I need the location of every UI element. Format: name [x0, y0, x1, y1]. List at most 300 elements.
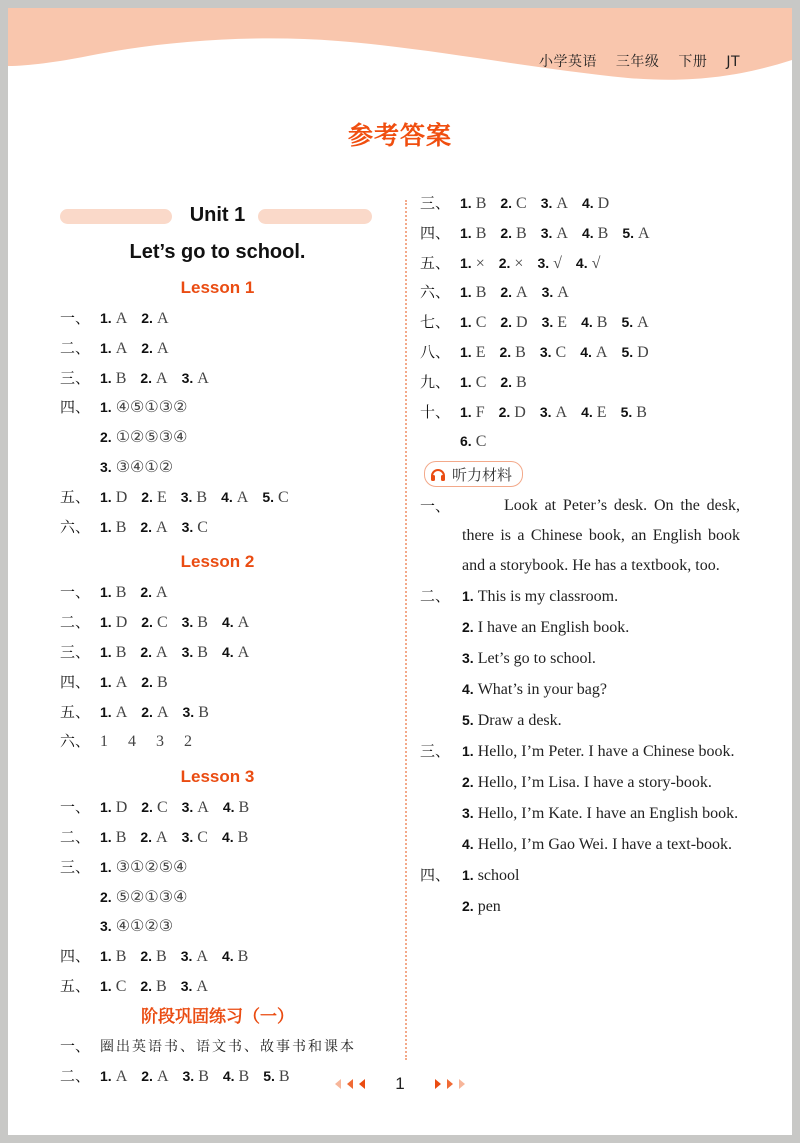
item-answer: C: [516, 195, 527, 212]
item-number: 3.: [180, 488, 193, 505]
listening-line: [420, 643, 740, 674]
answer-row: [60, 972, 375, 1002]
answer-item: [500, 189, 526, 219]
sentence-text: I have an English book.: [477, 619, 630, 637]
item-answer: A: [156, 643, 168, 661]
answer-item: [100, 912, 173, 942]
item-number: 3.: [462, 650, 474, 667]
item-answer: B: [198, 1067, 209, 1085]
item-answer: C: [156, 799, 168, 817]
answer-item: [140, 578, 167, 608]
item-answer: D: [514, 403, 526, 421]
answer-item: [460, 189, 486, 219]
item-answer: A: [237, 643, 250, 661]
listening-line: [420, 705, 740, 736]
answer-item: [184, 727, 192, 757]
item-number: 2.: [500, 224, 513, 241]
unit-title: Unit 1: [189, 204, 246, 226]
item-number: 3.: [539, 343, 552, 360]
answer-item: [500, 278, 527, 308]
answer-item: [141, 698, 168, 728]
listening-sentence: [462, 891, 740, 922]
item-number: 1.: [100, 339, 112, 356]
answer-item: [182, 793, 209, 823]
item-answer: 3: [156, 733, 164, 751]
item-answer: A: [156, 828, 168, 846]
answer-item: [140, 972, 166, 1002]
answer-row: [420, 368, 740, 398]
item-number: 6.: [460, 433, 472, 450]
question-number: 一、: [60, 583, 91, 602]
left-column: [60, 196, 375, 1091]
item-number: 2.: [140, 584, 153, 601]
item-answer: 1: [100, 733, 108, 751]
answer-item: [182, 638, 208, 668]
answer-item: [542, 308, 567, 338]
listening-sentence: [462, 829, 740, 860]
item-number: 1.: [460, 254, 472, 271]
item-number: 4.: [221, 614, 234, 631]
listening-line: [420, 798, 740, 829]
book-info: [539, 51, 740, 71]
item-answer: A: [555, 403, 568, 421]
item-answer: B: [597, 224, 609, 242]
answer-text: 圈出英语书、语文书、故事书和课本: [100, 1038, 356, 1055]
item-number: 2.: [140, 828, 153, 845]
item-answer: 2: [184, 733, 192, 751]
answer-row: [60, 727, 375, 757]
answer-item: [460, 219, 486, 249]
item-answer: A: [516, 284, 528, 302]
item-answer: B: [115, 369, 127, 387]
listening-sentence: [462, 612, 740, 643]
item-number: 5.: [263, 1067, 275, 1084]
review-title: 阶段巩固练习（一）: [141, 1006, 294, 1027]
item-number: 2.: [141, 339, 153, 356]
answer-item: [182, 513, 208, 543]
answer-row: [420, 189, 740, 219]
answer-item: [621, 308, 648, 338]
answer-item: [222, 638, 249, 668]
item-answer: D: [516, 314, 528, 332]
item-answer: F: [475, 403, 485, 421]
item-number: 1.: [460, 314, 472, 331]
item-answer: A: [156, 584, 168, 602]
lesson-answers: [60, 578, 375, 757]
question-number: 十、: [420, 402, 451, 421]
item-answer: D: [637, 343, 649, 361]
item-number: 1.: [462, 743, 474, 760]
answer-row: [420, 427, 740, 457]
answer-item: [182, 608, 208, 638]
listening-sentence: [462, 798, 740, 829]
answer-row: [420, 249, 740, 279]
answer-item: [582, 189, 609, 219]
item-number: 2.: [140, 977, 153, 994]
sentence-text: Let’s go to school.: [477, 650, 596, 668]
answer-item: [100, 853, 187, 883]
triple-right-arrow-icon: [431, 1078, 467, 1090]
answer-item: [100, 972, 126, 1002]
headphones-icon: [430, 466, 446, 482]
item-number: 1.: [100, 1067, 112, 1084]
item-number: 2.: [141, 488, 153, 505]
answer-row: [60, 823, 375, 853]
item-number: 2.: [500, 373, 513, 390]
item-answer: A: [557, 284, 569, 302]
answer-item: [500, 368, 526, 398]
item-answer: A: [236, 488, 249, 506]
item-number: 1.: [100, 310, 112, 326]
item-answer: B: [278, 1067, 290, 1085]
item-answer: A: [638, 224, 650, 242]
item-answer: B: [596, 314, 608, 332]
answer-item: [537, 249, 561, 279]
listening-sentence: [462, 643, 740, 674]
answer-item: [460, 338, 485, 368]
item-number: 3.: [180, 977, 193, 994]
answer-item: [100, 364, 126, 394]
answer-item: [140, 823, 167, 853]
answer-item: [141, 304, 168, 334]
item-number: 4.: [581, 195, 594, 211]
item-answer: A: [197, 799, 209, 817]
item-number: 2.: [141, 703, 153, 720]
answer-item: [182, 823, 208, 853]
item-answer: E: [557, 314, 568, 332]
item-answer: B: [237, 828, 249, 846]
item-number: 3.: [182, 703, 195, 720]
answer-row: [60, 853, 375, 883]
item-answer: A: [556, 195, 568, 212]
listening-label: 听力材料: [452, 465, 513, 484]
item-answer: D: [597, 195, 610, 212]
item-answer: A: [156, 703, 169, 721]
answer-row: [60, 668, 375, 698]
item-number: 3.: [541, 314, 554, 331]
item-number: 1.: [100, 673, 112, 690]
answer-item: [100, 823, 126, 853]
item-number: 2.: [140, 518, 153, 535]
question-number: 五、: [60, 976, 91, 995]
question-number: 一、: [60, 798, 91, 817]
answer-item: [460, 308, 486, 338]
sentence-text: Hello, I’m Kate. I have an English book.: [477, 805, 739, 823]
item-answer: B: [237, 948, 249, 966]
page-footer: [8, 1073, 792, 1094]
item-number: 1.: [460, 284, 472, 301]
question-number: 二、: [60, 827, 91, 846]
item-answer: B: [197, 643, 208, 661]
listening-line: [420, 767, 740, 798]
item-number: 4.: [581, 403, 593, 420]
item-number: 2.: [100, 429, 112, 446]
question-number: 三、: [60, 368, 91, 387]
listening-line: [420, 891, 740, 922]
item-number: 5.: [262, 488, 275, 505]
item-answer: A: [595, 343, 608, 361]
item-answer: B: [516, 224, 527, 242]
question-number: 七、: [420, 313, 451, 332]
item-number: 3.: [540, 224, 553, 241]
item-number: 5.: [621, 314, 634, 331]
listening-q1-text: Look at Peter’s desk. On the desk, there is a Chinese book, an English book and a storybook. He has a textbook, too.: [462, 497, 740, 575]
right-column: [420, 189, 740, 922]
unit-subtitle: Let’s go to school.: [129, 241, 306, 263]
question-number: 三、: [60, 857, 91, 876]
answer-item: [100, 942, 126, 972]
item-number: 2.: [141, 673, 153, 690]
item-answer: C: [156, 614, 168, 632]
volume-label: 下册: [678, 54, 708, 70]
item-answer: C: [115, 977, 127, 995]
listening-sentence: [462, 674, 740, 705]
sentence-text: Draw a desk.: [477, 712, 562, 730]
answer-item: [222, 608, 249, 638]
item-number: 3.: [537, 254, 550, 271]
answer-item: [100, 334, 127, 364]
listening-sentence: [462, 705, 740, 736]
triple-left-arrow-icon: [333, 1078, 369, 1090]
answer-row: [60, 1032, 375, 1062]
item-answer: E: [596, 403, 607, 421]
answer-item: [500, 308, 527, 338]
lesson-answers: [60, 793, 375, 1002]
answer-page: [8, 8, 792, 1135]
question-number: 九、: [420, 372, 451, 391]
item-answer: C: [475, 314, 487, 332]
answer-row: [60, 638, 375, 668]
edition-label: JT: [726, 54, 740, 70]
item-answer: ④⑤①③②: [115, 399, 188, 417]
question-number: 四、: [60, 947, 91, 966]
answer-row: [420, 398, 740, 428]
question-number: 四、: [60, 398, 91, 417]
answer-item: [141, 483, 166, 513]
answer-row: [60, 793, 375, 823]
answer-item: [100, 698, 127, 728]
question-number: 六、: [60, 732, 91, 751]
item-number: 1.: [100, 643, 112, 660]
item-number: 1.: [460, 373, 472, 390]
item-number: 3.: [181, 799, 194, 816]
answer-item: [128, 727, 136, 757]
item-answer: C: [555, 343, 567, 361]
grade-label: 三年级: [615, 54, 660, 70]
answer-item: [141, 334, 168, 364]
item-answer: B: [156, 977, 167, 995]
item-answer: A: [156, 518, 168, 536]
sentence-text: Hello, I’m Gao Wei. I have a text-book.: [477, 836, 733, 854]
item-answer: D: [115, 614, 128, 632]
item-number: 3.: [180, 948, 193, 965]
item-number: 4.: [581, 224, 594, 241]
item-answer: B: [238, 1067, 250, 1085]
item-answer: ③①②⑤④: [115, 858, 188, 876]
item-answer: C: [475, 433, 487, 451]
question-number: 二、: [60, 338, 91, 357]
item-number: 1.: [100, 828, 112, 845]
item-answer: C: [197, 518, 208, 536]
item-answer: E: [475, 343, 486, 361]
answer-item: [499, 249, 524, 279]
listening-lines: [420, 581, 740, 922]
item-number: 1.: [100, 858, 112, 875]
item-number: 3.: [541, 284, 554, 301]
answer-item: [140, 513, 167, 543]
listening-sentence: [462, 736, 740, 767]
subject-label: 小学英语: [538, 54, 597, 70]
item-answer: ×: [514, 254, 524, 272]
item-number: 3.: [540, 195, 553, 211]
item-number: 2.: [500, 284, 513, 301]
sentence-text: This is my classroom.: [477, 588, 619, 606]
item-number: 4.: [575, 254, 588, 271]
answer-item: [460, 368, 486, 398]
item-answer: √: [591, 254, 601, 272]
item-answer: B: [115, 948, 127, 966]
item-number: 4.: [222, 799, 235, 816]
item-answer: A: [196, 948, 208, 966]
item-answer: ①②⑤③④: [115, 429, 188, 447]
answer-item: [140, 942, 166, 972]
page-number: 1: [395, 1073, 405, 1093]
item-answer: B: [115, 584, 127, 602]
item-number: 2.: [462, 898, 474, 915]
item-answer: B: [516, 373, 527, 391]
answer-item: [100, 453, 173, 483]
answer-item: [499, 398, 526, 428]
question-number: 一、: [60, 309, 91, 327]
item-number: 3.: [539, 403, 552, 420]
item-number: 1.: [460, 195, 472, 211]
item-answer: B: [196, 488, 208, 506]
item-answer: A: [637, 314, 649, 332]
item-number: 3.: [181, 518, 194, 535]
item-answer: A: [115, 310, 128, 327]
answer-row: [60, 364, 375, 394]
item-answer: B: [475, 195, 487, 212]
answer-item: [100, 638, 126, 668]
item-number: 2.: [462, 619, 474, 636]
item-number: 2.: [499, 343, 512, 360]
listening-material-tag: [424, 461, 523, 487]
item-number: 4.: [221, 948, 234, 965]
answer-item: [141, 793, 167, 823]
answer-row: [60, 453, 375, 483]
question-number: 二、: [60, 1066, 91, 1085]
item-number: 2.: [500, 195, 513, 211]
answer-item: [140, 364, 167, 394]
answer-item: [580, 338, 607, 368]
item-number: 1.: [460, 343, 472, 360]
answer-item: [460, 278, 486, 308]
answer-item: [262, 483, 288, 513]
answer-row: [60, 608, 375, 638]
question-number: 六、: [60, 517, 91, 536]
item-answer: A: [196, 977, 208, 995]
answer-item: [182, 364, 209, 394]
item-number: 5.: [620, 403, 633, 420]
item-answer: ③④①②: [115, 458, 174, 476]
answer-item: [100, 393, 187, 423]
item-answer: A: [115, 339, 128, 357]
answer-item: [100, 423, 187, 453]
item-answer: B: [115, 518, 127, 536]
answer-item: [541, 189, 568, 219]
item-number: 5.: [621, 343, 634, 360]
item-answer: E: [156, 488, 167, 506]
answer-item: [100, 793, 127, 823]
item-number: 2.: [500, 314, 513, 331]
answer-item: [100, 513, 126, 543]
listening-sentence: [462, 860, 740, 891]
answer-item: [221, 483, 248, 513]
answer-item: [582, 219, 608, 249]
answer-item: [500, 219, 526, 249]
item-answer: 4: [128, 733, 136, 751]
lesson-title: Lesson 1: [180, 278, 255, 297]
unit-banner: [60, 196, 375, 236]
answer-item: [100, 608, 127, 638]
answer-row: [60, 423, 375, 453]
item-answer: D: [115, 799, 128, 817]
answer-row: [420, 338, 740, 368]
item-number: 2.: [140, 369, 153, 386]
question-number: 二、: [420, 587, 451, 606]
item-number: 1.: [100, 488, 112, 505]
answer-item: [576, 249, 600, 279]
item-number: 1.: [100, 399, 112, 416]
listening-sentence: [462, 767, 740, 798]
answer-item: [540, 338, 566, 368]
item-number: 3.: [181, 643, 194, 660]
answer-row: [420, 278, 740, 308]
item-answer: A: [115, 703, 128, 721]
answer-row: [60, 483, 375, 513]
answer-item: [222, 823, 248, 853]
item-answer: A: [115, 673, 128, 691]
answer-item: [460, 398, 485, 428]
item-number: 3.: [100, 918, 112, 935]
item-answer: C: [475, 373, 487, 391]
item-number: 2.: [100, 888, 112, 905]
item-answer: A: [556, 224, 568, 242]
answer-row: [60, 304, 375, 334]
answer-item: [100, 483, 127, 513]
item-answer: B: [156, 948, 167, 966]
listening-line: [420, 860, 740, 891]
question-number: 八、: [420, 342, 451, 361]
answer-item: [100, 578, 126, 608]
item-number: 2.: [140, 948, 153, 965]
item-number: 5.: [622, 224, 635, 241]
item-number: 2.: [498, 254, 511, 271]
item-number: 2.: [498, 403, 511, 420]
answer-item: [141, 608, 167, 638]
answer-item: [181, 942, 208, 972]
item-answer: B: [156, 673, 168, 691]
answer-item: [183, 698, 209, 728]
listening-line: [420, 674, 740, 705]
item-number: 3.: [181, 369, 194, 386]
item-answer: A: [156, 1067, 169, 1085]
item-number: 1.: [100, 614, 112, 631]
answer-item: [621, 398, 647, 428]
item-answer: A: [115, 1067, 128, 1085]
question-number: 五、: [420, 253, 451, 272]
item-number: 2.: [141, 799, 153, 816]
